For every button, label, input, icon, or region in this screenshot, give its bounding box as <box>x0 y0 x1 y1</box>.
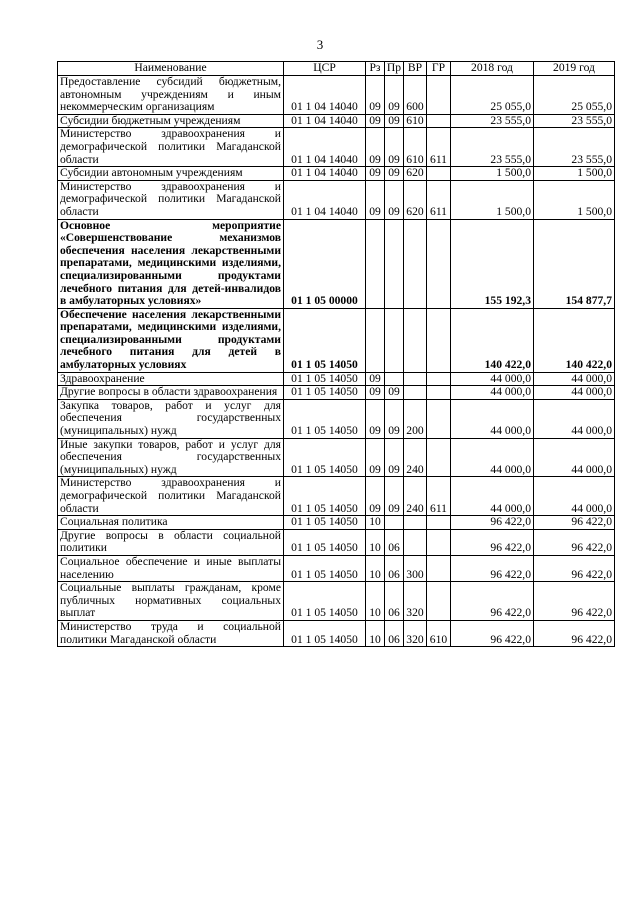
row-gr-cell: 611 <box>427 180 451 219</box>
table-row <box>58 582 615 621</box>
row-2019-cell: 44 000,0 <box>534 386 615 400</box>
row-pr-cell: 06 <box>385 582 404 621</box>
row-rz-cell <box>366 219 385 308</box>
row-csr-cell: 01 1 05 14050 <box>284 529 366 555</box>
header-year-2019: 2019 год <box>534 62 615 76</box>
row-2019-cell: 23 555,0 <box>534 128 615 167</box>
row-pr-cell: 09 <box>385 180 404 219</box>
table-row <box>58 386 615 400</box>
table-row <box>58 555 615 581</box>
row-name-cell: Субсидии бюджетным учреждениям <box>58 114 284 128</box>
row-2018-cell: 1 500,0 <box>451 180 534 219</box>
table-row <box>58 76 615 115</box>
row-2019-cell: 96 422,0 <box>534 620 615 646</box>
row-2018-cell: 23 555,0 <box>451 114 534 128</box>
row-2019-cell: 96 422,0 <box>534 529 615 555</box>
row-vr-cell: 610 <box>404 114 427 128</box>
row-2019-cell: 44 000,0 <box>534 438 615 477</box>
row-vr-cell <box>404 372 427 386</box>
row-2019-cell: 96 422,0 <box>534 555 615 581</box>
row-gr-cell: 611 <box>427 477 451 516</box>
row-name-cell: Иные закупки товаров, работ и услуг для обеспечения государственных (муниципальных) нужд <box>58 438 284 477</box>
row-name-cell: Здравоохранение <box>58 372 284 386</box>
row-csr-cell: 01 1 04 14040 <box>284 167 366 181</box>
row-rz-cell: 10 <box>366 529 385 555</box>
row-gr-cell <box>427 308 451 372</box>
budget-table <box>57 61 615 647</box>
header-gr: ГР <box>427 62 451 76</box>
row-vr-cell: 240 <box>404 477 427 516</box>
row-pr-cell <box>385 372 404 386</box>
table-row <box>58 180 615 219</box>
row-gr-cell: 610 <box>427 620 451 646</box>
row-gr-cell <box>427 76 451 115</box>
row-gr-cell <box>427 167 451 181</box>
row-csr-cell: 01 1 04 14040 <box>284 76 366 115</box>
row-csr-cell: 01 1 05 14050 <box>284 438 366 477</box>
row-2018-cell: 25 055,0 <box>451 76 534 115</box>
row-pr-cell: 06 <box>385 529 404 555</box>
row-gr-cell <box>427 555 451 581</box>
page-number: 3 <box>316 37 324 52</box>
row-name-cell: Субсидии автономным учреждениям <box>58 167 284 181</box>
row-vr-cell: 200 <box>404 399 427 438</box>
row-vr-cell <box>404 308 427 372</box>
header-year-2018: 2018 год <box>451 62 534 76</box>
row-vr-cell <box>404 219 427 308</box>
row-2019-cell: 140 422,0 <box>534 308 615 372</box>
row-rz-cell: 09 <box>366 386 385 400</box>
table-row <box>58 399 615 438</box>
row-vr-cell: 300 <box>404 555 427 581</box>
row-2019-cell: 44 000,0 <box>534 372 615 386</box>
row-csr-cell: 01 1 04 14040 <box>284 128 366 167</box>
row-2018-cell: 1 500,0 <box>451 167 534 181</box>
row-pr-cell: 09 <box>385 167 404 181</box>
row-2018-cell: 44 000,0 <box>451 372 534 386</box>
row-2018-cell: 96 422,0 <box>451 582 534 621</box>
row-2018-cell: 96 422,0 <box>451 516 534 530</box>
row-pr-cell: 09 <box>385 399 404 438</box>
row-rz-cell: 10 <box>366 516 385 530</box>
row-vr-cell <box>404 386 427 400</box>
row-gr-cell <box>427 386 451 400</box>
row-2018-cell: 44 000,0 <box>451 438 534 477</box>
row-csr-cell: 01 1 05 14050 <box>284 399 366 438</box>
header-pr: Пр <box>385 62 404 76</box>
row-rz-cell: 09 <box>366 438 385 477</box>
row-pr-cell <box>385 219 404 308</box>
row-gr-cell <box>427 372 451 386</box>
row-vr-cell: 320 <box>404 582 427 621</box>
row-name-cell: Предоставление субсидий бюджетным, автономным учреждениям и иным некоммерческим организациям <box>58 76 284 115</box>
row-2018-cell: 23 555,0 <box>451 128 534 167</box>
row-2018-cell: 140 422,0 <box>451 308 534 372</box>
row-vr-cell <box>404 516 427 530</box>
row-vr-cell: 620 <box>404 180 427 219</box>
row-2019-cell: 1 500,0 <box>534 180 615 219</box>
row-pr-cell: 09 <box>385 128 404 167</box>
row-2019-cell: 44 000,0 <box>534 399 615 438</box>
row-pr-cell: 09 <box>385 114 404 128</box>
row-vr-cell: 620 <box>404 167 427 181</box>
row-rz-cell: 09 <box>366 114 385 128</box>
table-row <box>58 477 615 516</box>
row-2019-cell: 1 500,0 <box>534 167 615 181</box>
row-gr-cell <box>427 529 451 555</box>
row-rz-cell: 10 <box>366 582 385 621</box>
row-csr-cell: 01 1 04 14040 <box>284 180 366 219</box>
row-name-cell: Социальная политика <box>58 516 284 530</box>
row-pr-cell: 09 <box>385 76 404 115</box>
row-2018-cell: 44 000,0 <box>451 386 534 400</box>
table-body <box>58 76 615 647</box>
row-vr-cell: 320 <box>404 620 427 646</box>
row-name-cell: Социальные выплаты гражданам, кроме публичных нормативных социальных выплат <box>58 582 284 621</box>
row-2019-cell: 44 000,0 <box>534 477 615 516</box>
row-vr-cell: 240 <box>404 438 427 477</box>
row-2019-cell: 154 877,7 <box>534 219 615 308</box>
row-vr-cell <box>404 529 427 555</box>
table-row <box>58 438 615 477</box>
row-csr-cell: 01 1 05 14050 <box>284 620 366 646</box>
row-name-cell: Основное мероприятие «Совершенствование механизмов обеспечения населения лекарственными препаратами, медицинскими изделиями, специализированными продуктами лечебного питания для детей-инвалидов в амбулаторных условиях» <box>58 219 284 308</box>
row-rz-cell: 09 <box>366 76 385 115</box>
row-name-cell: Другие вопросы в области социальной политики <box>58 529 284 555</box>
row-gr-cell <box>427 582 451 621</box>
table-row <box>58 219 615 308</box>
row-rz-cell: 10 <box>366 555 385 581</box>
row-name-cell: Обеспечение населения лекарственными препаратами, медицинскими изделиями, специализированными продуктами лечебного питания для детей в амбулаторных условиях <box>58 308 284 372</box>
row-pr-cell <box>385 308 404 372</box>
table-header-row <box>58 62 615 76</box>
row-rz-cell <box>366 308 385 372</box>
header-name: Наименование <box>58 62 284 76</box>
table-row <box>58 308 615 372</box>
row-gr-cell <box>427 399 451 438</box>
row-csr-cell: 01 1 05 14050 <box>284 555 366 581</box>
row-pr-cell: 09 <box>385 386 404 400</box>
row-csr-cell: 01 1 05 14050 <box>284 516 366 530</box>
row-pr-cell: 09 <box>385 438 404 477</box>
row-gr-cell <box>427 516 451 530</box>
row-pr-cell <box>385 516 404 530</box>
table-row <box>58 114 615 128</box>
row-rz-cell: 09 <box>366 167 385 181</box>
table-row <box>58 529 615 555</box>
row-vr-cell: 610 <box>404 128 427 167</box>
row-csr-cell: 01 1 04 14040 <box>284 114 366 128</box>
row-csr-cell: 01 1 05 14050 <box>284 308 366 372</box>
row-name-cell: Министерство здравоохранения и демографической политики Магаданской области <box>58 128 284 167</box>
row-rz-cell: 09 <box>366 372 385 386</box>
row-name-cell: Министерство труда и социальной политики Магаданской области <box>58 620 284 646</box>
row-vr-cell: 600 <box>404 76 427 115</box>
row-pr-cell: 06 <box>385 555 404 581</box>
row-rz-cell: 10 <box>366 620 385 646</box>
row-gr-cell <box>427 438 451 477</box>
row-csr-cell: 01 1 05 14050 <box>284 372 366 386</box>
row-2018-cell: 96 422,0 <box>451 555 534 581</box>
row-2018-cell: 44 000,0 <box>451 399 534 438</box>
row-name-cell: Закупка товаров, работ и услуг для обеспечения государственных (муниципальных) нужд <box>58 399 284 438</box>
header-rz: Рз <box>366 62 385 76</box>
header-vr: ВР <box>404 62 427 76</box>
row-csr-cell: 01 1 05 14050 <box>284 386 366 400</box>
row-gr-cell <box>427 219 451 308</box>
table-row <box>58 128 615 167</box>
row-rz-cell: 09 <box>366 399 385 438</box>
row-rz-cell: 09 <box>366 477 385 516</box>
table-row <box>58 372 615 386</box>
row-2018-cell: 44 000,0 <box>451 477 534 516</box>
table-row <box>58 516 615 530</box>
row-2019-cell: 96 422,0 <box>534 582 615 621</box>
header-csr: ЦСР <box>284 62 366 76</box>
row-2018-cell: 155 192,3 <box>451 219 534 308</box>
table-row <box>58 167 615 181</box>
row-2019-cell: 25 055,0 <box>534 76 615 115</box>
row-csr-cell: 01 1 05 00000 <box>284 219 366 308</box>
row-gr-cell: 611 <box>427 128 451 167</box>
row-name-cell: Социальное обеспечение и иные выплаты населению <box>58 555 284 581</box>
row-gr-cell <box>427 114 451 128</box>
row-2019-cell: 23 555,0 <box>534 114 615 128</box>
table-row <box>58 620 615 646</box>
row-pr-cell: 09 <box>385 477 404 516</box>
row-2019-cell: 96 422,0 <box>534 516 615 530</box>
row-2018-cell: 96 422,0 <box>451 529 534 555</box>
row-csr-cell: 01 1 05 14050 <box>284 582 366 621</box>
row-2018-cell: 96 422,0 <box>451 620 534 646</box>
row-name-cell: Другие вопросы в области здравоохранения <box>58 386 284 400</box>
row-name-cell: Министерство здравоохранения и демографической политики Магаданской области <box>58 477 284 516</box>
row-pr-cell: 06 <box>385 620 404 646</box>
row-csr-cell: 01 1 05 14050 <box>284 477 366 516</box>
row-rz-cell: 09 <box>366 180 385 219</box>
row-name-cell: Министерство здравоохранения и демографической политики Магаданской области <box>58 180 284 219</box>
row-rz-cell: 09 <box>366 128 385 167</box>
